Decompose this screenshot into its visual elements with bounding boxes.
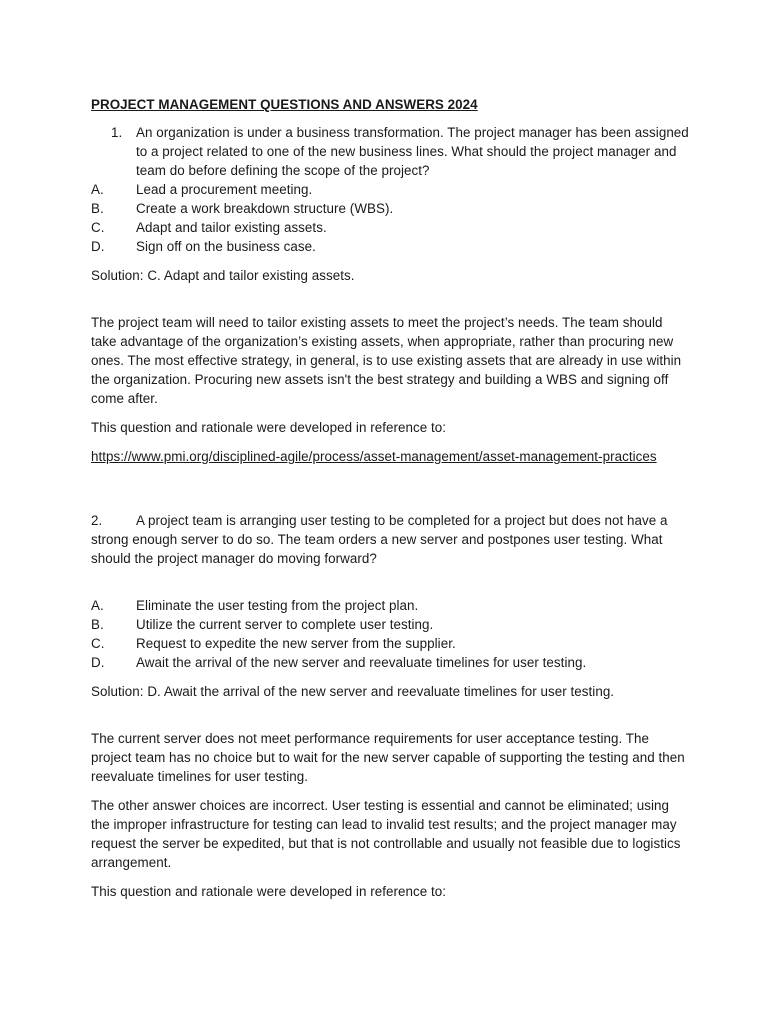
question-1-text: An organization is under a business transformation. The project manager has been assigned to a project related to one of the new business lines. What should the project manager and team do before defining the scope of the project? bbox=[136, 125, 689, 178]
question-2-option-c bbox=[91, 634, 691, 653]
question-2-option-b bbox=[91, 615, 691, 634]
question-1-option-c bbox=[91, 218, 691, 237]
question-2-option-d bbox=[91, 653, 691, 672]
option-text: Create a work breakdown structure (WBS). bbox=[136, 201, 394, 216]
question-2 bbox=[91, 511, 691, 568]
question-2-option-a bbox=[91, 596, 691, 615]
option-text: Adapt and tailor existing assets. bbox=[136, 220, 327, 235]
question-1-solution: Solution: C. Adapt and tailor existing assets. bbox=[91, 268, 355, 283]
option-text: Utilize the current server to complete user testing. bbox=[136, 617, 434, 632]
option-text: Sign off on the business case. bbox=[136, 239, 316, 254]
question-1-option-d bbox=[91, 237, 691, 256]
option-letter: A. bbox=[91, 182, 104, 197]
question-1 bbox=[111, 123, 691, 180]
option-text: Lead a procurement meeting. bbox=[136, 182, 313, 197]
option-text: Eliminate the user testing from the project plan. bbox=[136, 598, 419, 613]
document-page bbox=[91, 95, 691, 901]
question-1-option-a bbox=[91, 180, 691, 199]
question-2-reference-intro: This question and rationale were developed in reference to: bbox=[91, 884, 447, 899]
question-2-solution: Solution: D. Await the arrival of the new server and reevaluate timelines for user testing. bbox=[91, 684, 615, 699]
option-letter: B. bbox=[91, 617, 104, 632]
option-letter: D. bbox=[91, 239, 105, 254]
option-letter: B. bbox=[91, 201, 104, 216]
question-2-other-choices: The other answer choices are incorrect. User testing is essential and cannot be eliminated; using the improper infrastructure for testing can lead to invalid test results; and the project manager may request the server be expedited, but that is not controllable and usually not feasible due to logistics arrangement. bbox=[91, 798, 681, 870]
option-letter: A. bbox=[91, 598, 104, 613]
option-text: Await the arrival of the new server and reevaluate timelines for user testing. bbox=[136, 655, 587, 670]
question-2-text: A project team is arranging user testing to be completed for a project but does not have a strong enough server to do so. The team orders a new server and postpones user testing. What should the project manager do moving forward? bbox=[91, 513, 668, 566]
question-1-number: 1. bbox=[111, 125, 123, 140]
question-1-rationale: The project team will need to tailor existing assets to meet the project’s needs. The team should take advantage of the organization’s existing assets, when appropriate, rather than procuring new ones. The most effective strategy, in general, is to use existing assets that are already in use within the organization. Procuring new assets isn't the best strategy and building a WBS and signing off come after. bbox=[91, 315, 682, 406]
question-2-number: 2. bbox=[91, 513, 103, 528]
option-letter: C. bbox=[91, 220, 105, 235]
question-1-option-b bbox=[91, 199, 691, 218]
document-title: PROJECT MANAGEMENT QUESTIONS AND ANSWERS 2024 bbox=[91, 97, 478, 112]
option-letter: C. bbox=[91, 636, 105, 651]
question-1-reference-intro: This question and rationale were developed in reference to: bbox=[91, 420, 447, 435]
question-1-reference-link[interactable]: https://www.pmi.org/disciplined-agile/process/asset-management/asset-management-practices bbox=[91, 449, 657, 464]
option-letter: D. bbox=[91, 655, 105, 670]
option-text: Request to expedite the new server from the supplier. bbox=[136, 636, 456, 651]
question-2-rationale: The current server does not meet performance requirements for user acceptance testing. The project team has no choice but to wait for the new server capable of supporting the testing and then reevaluate timelines for user testing. bbox=[91, 731, 685, 784]
